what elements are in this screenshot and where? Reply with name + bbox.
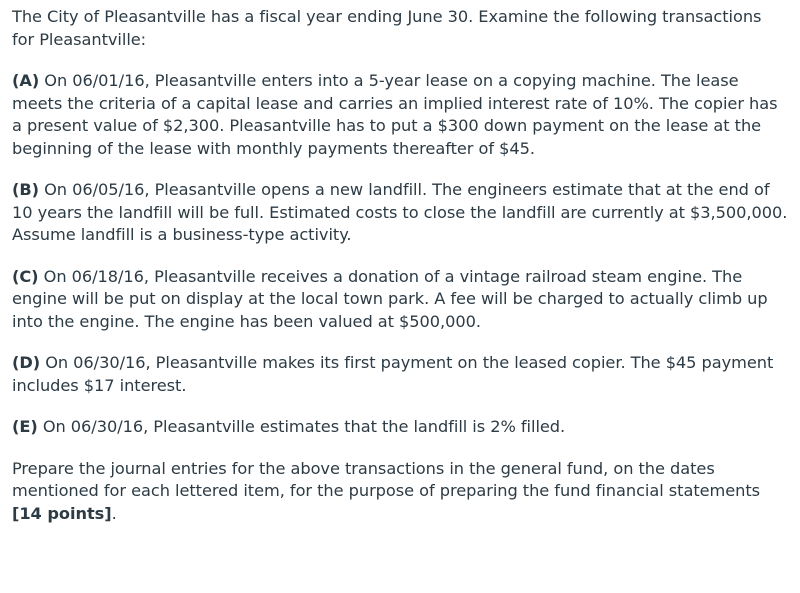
item-c-text: On 06/18/16, Pleasantville receives a donation of a vintage railroad steam engine. The engine will be put on display at the local town park. A fee will be charged to actually climb up into the engine. The engine has been valued at $500,000.: [12, 266, 768, 331]
instructions-text: Prepare the journal entries for the above transactions in the general fund, on the dates mentioned for each lettered item, for the purpose of preparing the fund financial statements: [12, 458, 761, 500]
item-a-label: (A): [12, 71, 40, 90]
item-d: [12, 352, 788, 397]
item-c-label: (C): [12, 266, 39, 286]
item-b-label: (B): [12, 180, 39, 199]
item-e-text: On 06/30/16, Pleasantville estimates that the landfill is 2% filled.: [37, 417, 566, 436]
points-value: [14 points]: [12, 503, 112, 523]
item-b-text: On 06/05/16, Pleasantville opens a new landfill. The engineers estimate that at the end of 10 years the landfill will be full. Estimated costs to close the landfill are currently at $3,500,000. Assume landfill is a business-type activity.: [12, 180, 788, 244]
item-e-label: (E): [12, 417, 38, 436]
item-d-text: On 06/30/16, Pleasantville makes its first payment on the leased copier. The $45 payment includes $17 interest.: [12, 353, 774, 395]
intro-paragraph: The City of Pleasantville has a fiscal year ending June 30. Examine the following transactions for Pleasantville:: [12, 7, 762, 49]
item-a: [12, 70, 788, 160]
item-b: [12, 179, 788, 247]
item-d-label: (D): [12, 353, 41, 372]
item-e: [12, 416, 788, 439]
item-c: [12, 266, 788, 334]
instructions-paragraph: [12, 458, 788, 526]
item-a-text: On 06/01/16, Pleasantville enters into a 5-year lease on a copying machine. The lease meets the criteria of a capital lease and carries an implied interest rate of 10%. The copier has a present value of $2,300. Pleasantville has to put a $300 down payment on the lease at the beginning of the lease with monthly payments thereafter of $45.: [12, 71, 778, 158]
instructions-end: .: [111, 503, 117, 523]
